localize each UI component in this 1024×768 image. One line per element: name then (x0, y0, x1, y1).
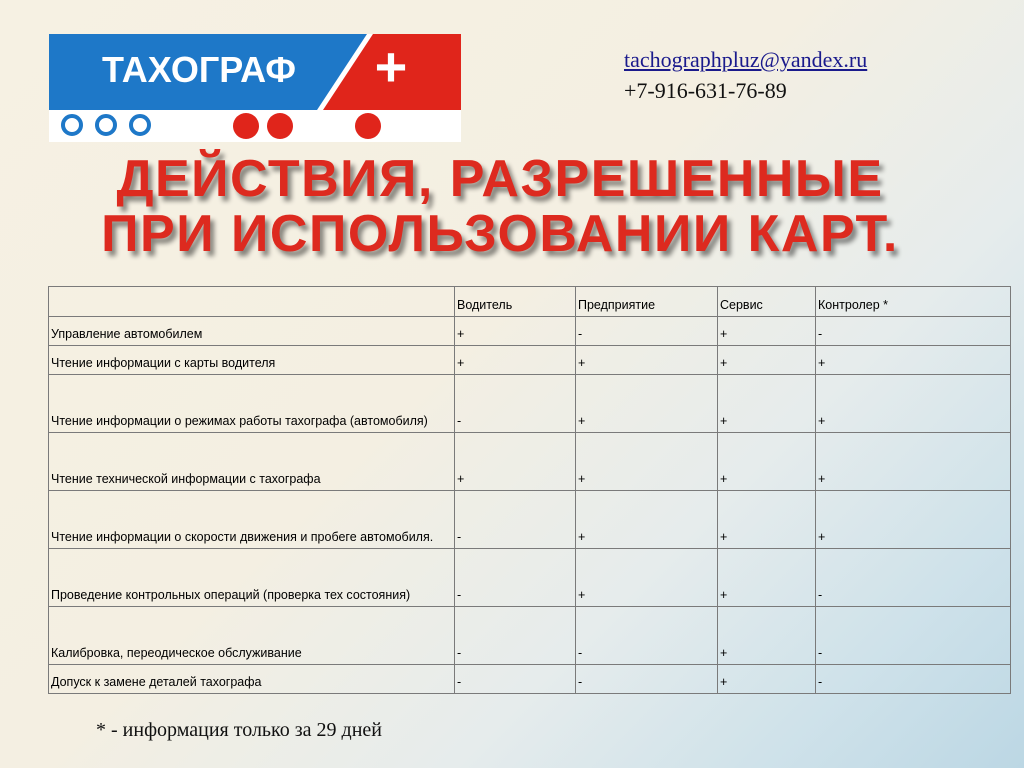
column-header-service: Сервис (718, 287, 816, 317)
tachograph-logo (49, 34, 461, 142)
cell-service: + (718, 665, 816, 694)
cell-service: + (718, 549, 816, 607)
logo-wheel-red-2 (267, 113, 293, 139)
cell-service: + (718, 491, 816, 549)
logo-wheel-red-3 (355, 113, 381, 139)
cell-inspector: + (816, 375, 1011, 433)
logo-wheel-blue-3 (131, 116, 149, 134)
cell-company: + (576, 375, 718, 433)
contact-info (624, 44, 867, 106)
cell-inspector: - (816, 549, 1011, 607)
table-row (49, 607, 1011, 665)
cell-inspector: + (816, 346, 1011, 375)
email-link[interactable]: tachographpluz@yandex.ru (624, 47, 868, 72)
cell-company: - (576, 665, 718, 694)
cell-company: + (576, 433, 718, 491)
cell-company: + (576, 549, 718, 607)
row-action: Чтение информации о скорости движения и пробеге автомобиля. (49, 491, 455, 549)
phone-number: +7-916-631-76-89 (624, 78, 787, 103)
page-title-line-2: ПРИ ИСПОЛЬЗОВАНИИ КАРТ. (101, 205, 899, 263)
cell-service: + (718, 375, 816, 433)
row-action: Чтение информации с карты водителя (49, 346, 455, 375)
logo-wheel-red-1 (233, 113, 259, 139)
row-action: Управление автомобилем (49, 317, 455, 346)
logo-text: ТАХОГРАФ (102, 49, 296, 90)
card-permissions-table (48, 286, 1011, 694)
cell-inspector: - (816, 607, 1011, 665)
table-header-row (49, 287, 1011, 317)
row-action: Проведение контрольных операций (проверка тех состояния) (49, 549, 455, 607)
cell-service: + (718, 346, 816, 375)
cell-driver: + (455, 346, 576, 375)
column-header-driver: Водитель (455, 287, 576, 317)
row-action: Чтение технической информации с тахографа (49, 433, 455, 491)
logo-plus: + (374, 35, 408, 98)
table-row (49, 375, 1011, 433)
logo-wheel-blue-2 (97, 116, 115, 134)
cell-company: + (576, 491, 718, 549)
row-action: Калибровка, переодическое обслуживание (49, 607, 455, 665)
cell-inspector: + (816, 433, 1011, 491)
cell-driver: - (455, 491, 576, 549)
cell-inspector: + (816, 491, 1011, 549)
page-title (0, 152, 1000, 262)
column-header-action (49, 287, 455, 317)
cell-service: + (718, 607, 816, 665)
cell-driver: - (455, 665, 576, 694)
cell-service: + (718, 317, 816, 346)
table-row (49, 346, 1011, 375)
cell-driver: - (455, 375, 576, 433)
column-header-inspector: Контролер * (816, 287, 1011, 317)
row-action: Допуск к замене деталей тахографа (49, 665, 455, 694)
cell-service: + (718, 433, 816, 491)
footnote: * - информация только за 29 дней (96, 719, 382, 741)
cell-inspector: - (816, 317, 1011, 346)
cell-driver: - (455, 549, 576, 607)
column-header-company: Предприятие (576, 287, 718, 317)
page-title-line-1: ДЕЙСТВИЯ, РАЗРЕШЕННЫЕ (116, 150, 884, 208)
cell-driver: + (455, 433, 576, 491)
cell-company: - (576, 607, 718, 665)
tachograph-logo-graphic (49, 34, 461, 142)
table-row (49, 665, 1011, 694)
table-row (49, 317, 1011, 346)
table-row (49, 491, 1011, 549)
logo-wheel-blue-1 (63, 116, 81, 134)
table-row (49, 433, 1011, 491)
row-action: Чтение информации о режимах работы тахографа (автомобиля) (49, 375, 455, 433)
cell-company: - (576, 317, 718, 346)
cell-driver: + (455, 317, 576, 346)
cell-inspector: - (816, 665, 1011, 694)
cell-driver: - (455, 607, 576, 665)
table-row (49, 549, 1011, 607)
cell-company: + (576, 346, 718, 375)
